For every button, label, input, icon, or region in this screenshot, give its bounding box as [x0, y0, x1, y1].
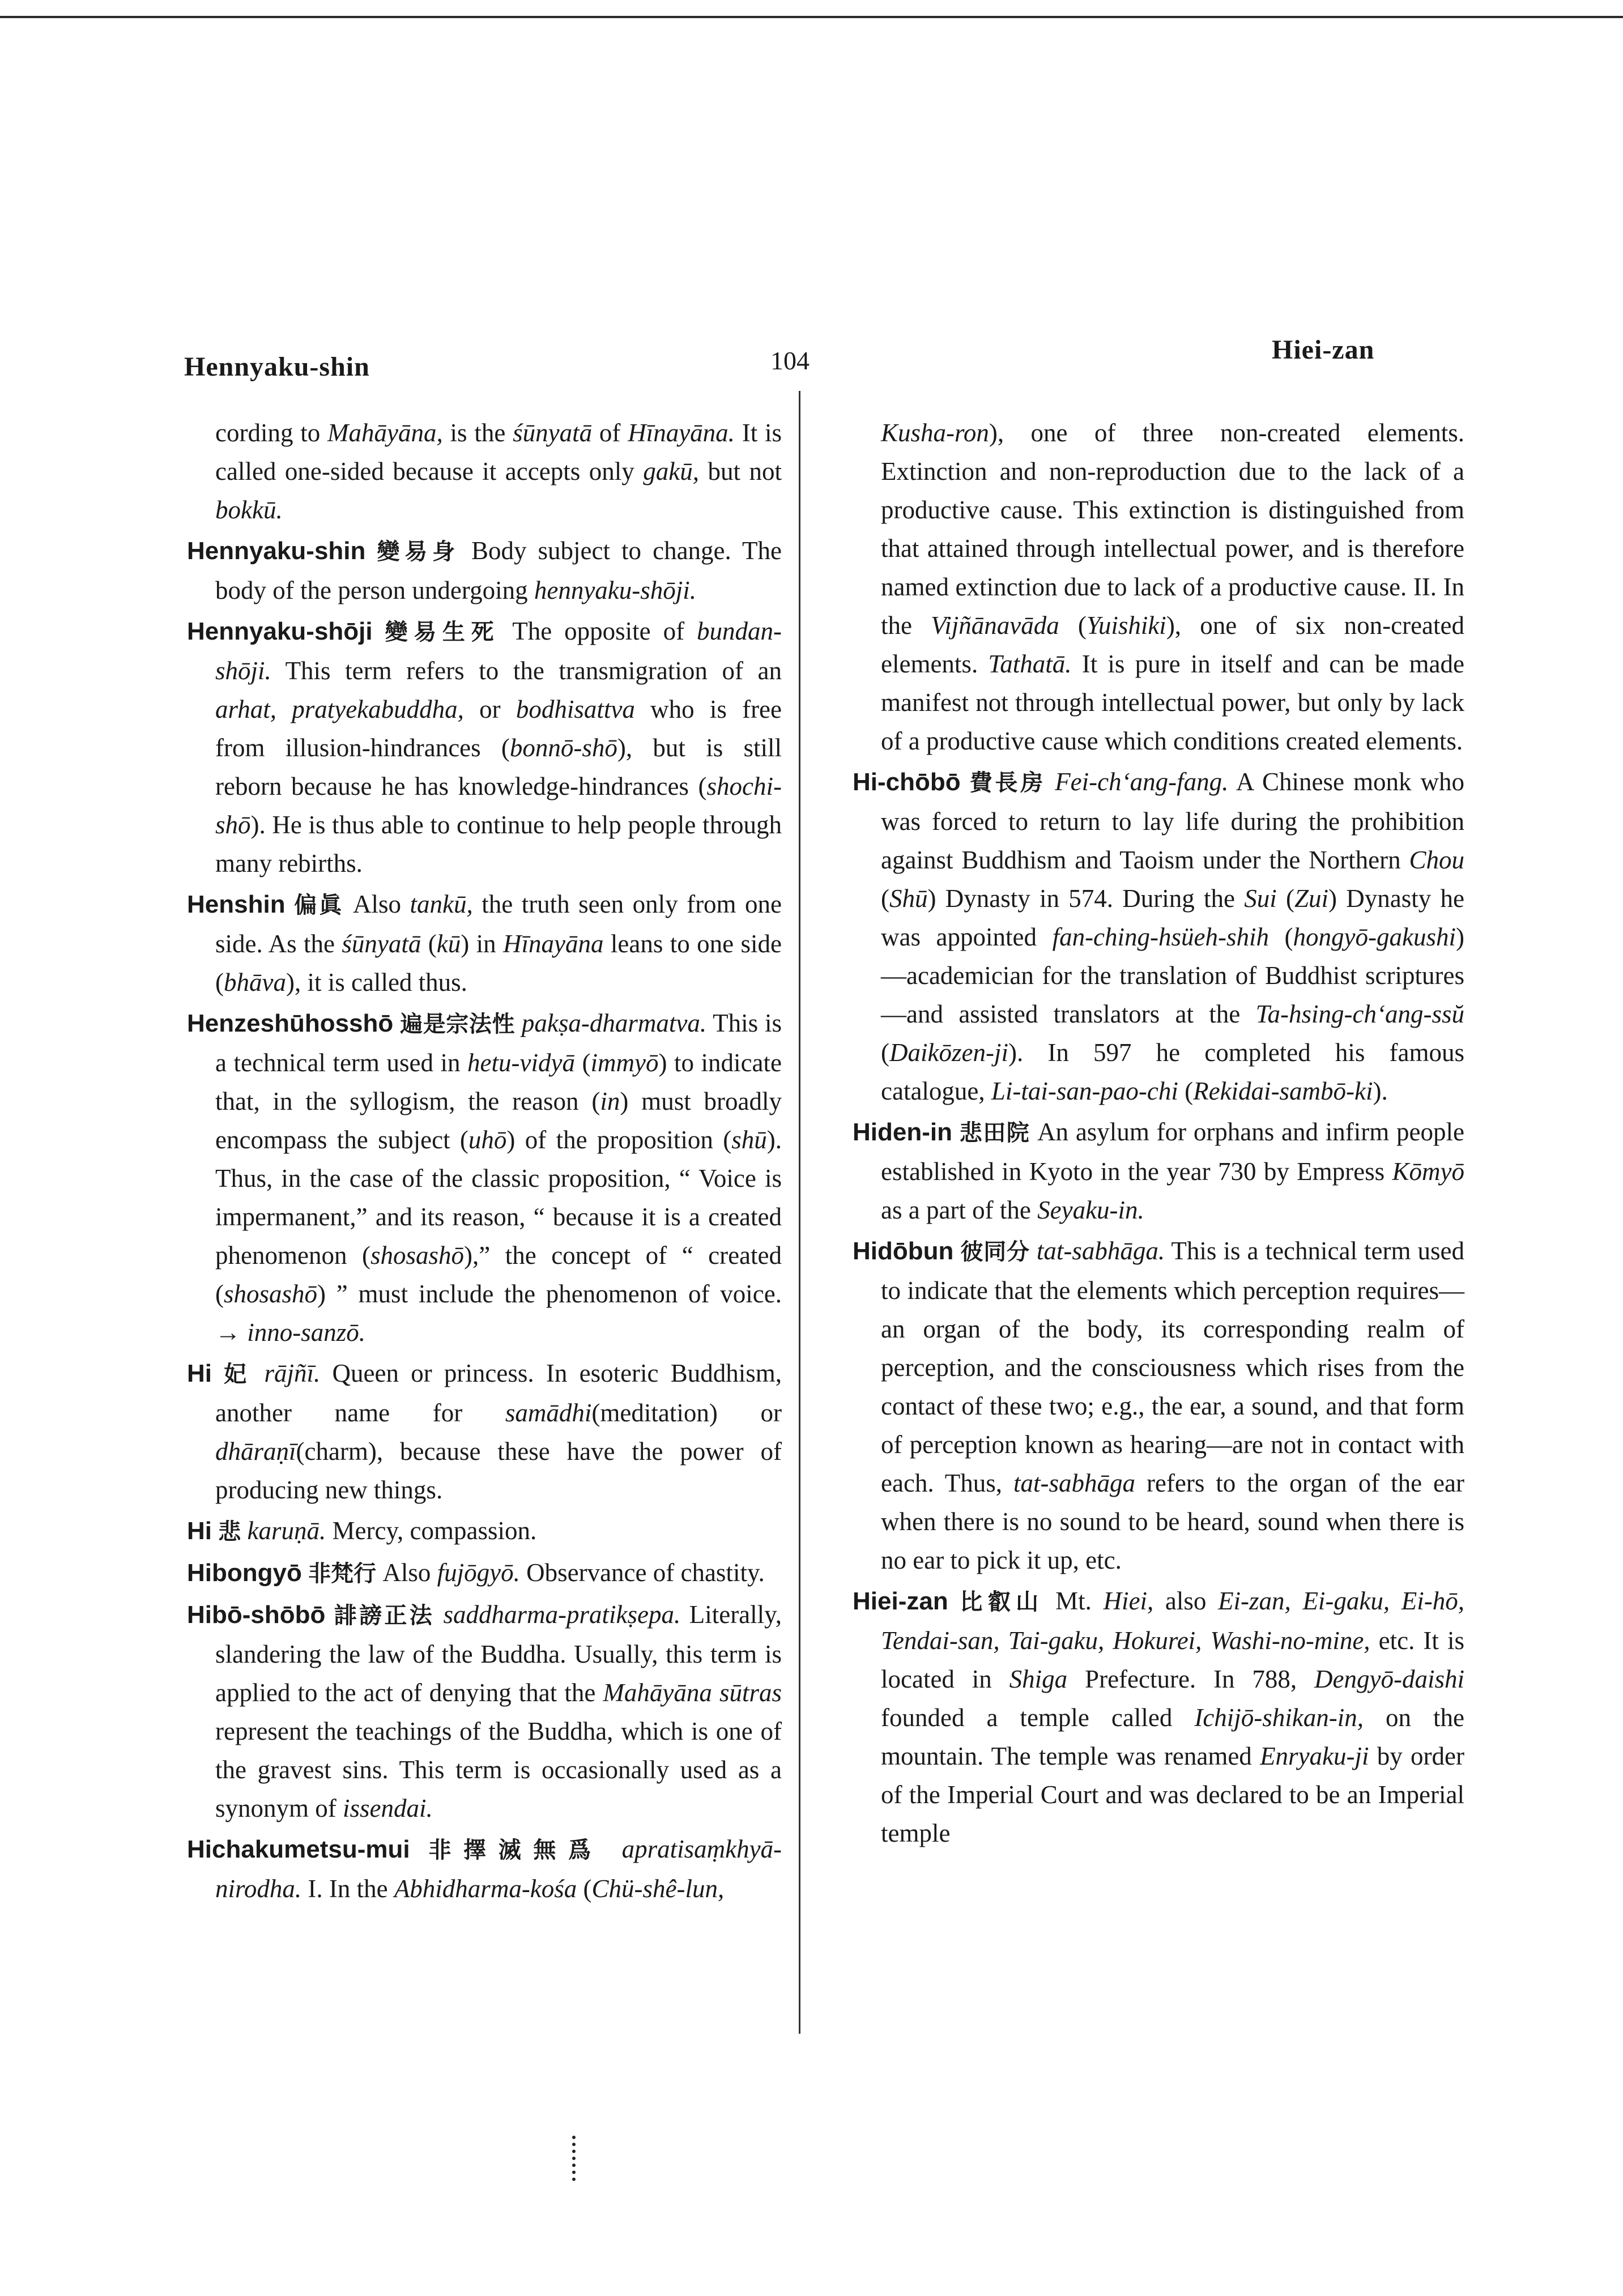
- entry-hi-mercy: Hi 悲 karuṇā. Mercy, compassion.: [187, 1517, 537, 1545]
- kanji: 非梵行: [308, 1561, 377, 1587]
- kanji: 變易生死: [385, 619, 500, 645]
- kanji: 誹謗正法: [334, 1603, 434, 1629]
- left-column: [187, 414, 782, 1910]
- kanji: 變易身: [377, 539, 460, 565]
- headword: Hiden-in: [853, 1118, 952, 1146]
- headword: Hennyaku-shin: [187, 537, 366, 565]
- entry-hiei-zan: Hiei-zan 比叡山 Mt. Hiei, also Ei-zan, Ei-gaku, Ei-hō, Tendai-san, Tai-gaku, Hokurei, Washi-no-mine, etc. It is located in Shiga Prefecture. In 788, Dengyō-daishi founded a temple called Ichijō-shikan-in, on the mountain. The temple was renamed Enryaku-ji by order of the Imperial Court and was declared to be an Imperial temple: [853, 1587, 1464, 1847]
- headword: Hibongyō: [187, 1559, 302, 1587]
- kanji: 妃: [224, 1361, 253, 1387]
- left-running-head: Hennyaku-shin: [184, 352, 370, 382]
- entry-hiden-in: Hiden-in 悲田院 An asylum for orphans and infirm people established in Kyoto in the year 730 by Empress Kōmyō as a part of the Seyaku-in.: [853, 1118, 1464, 1224]
- kanji: 遍是宗法性: [400, 1011, 516, 1037]
- headword: Hi: [187, 1517, 212, 1545]
- kanji: 悲: [218, 1519, 241, 1545]
- headword: Henzeshūhosshō: [187, 1009, 394, 1037]
- headword: Hibō-shōbō: [187, 1601, 326, 1629]
- headword: Hiei-zan: [853, 1587, 948, 1615]
- column-divider: [799, 391, 800, 2034]
- headword: Hennyaku-shōji: [187, 617, 373, 645]
- entry-hi-chobo: Hi-chōbō 費長房 Fei-ch‘ang-fang. A Chinese monk who was forced to return to lay life during the prohibition against Buddhism and Taoism under the Northern Chou (Shū) Dynasty in 574. During the Sui (Zui) Dynasty he was appointed fan-ching-hsüeh-shih (hongyō-gakushi) —academician for the translation of Buddhist scriptures—and assisted translators at the Ta-hsing-ch‘ang-ssŭ (Daikōzen-ji). In 597 he completed his famous catalogue, Li-tai-san-pao-chi (Rekidai-sambō-ki).: [853, 768, 1465, 1105]
- kanji: 偏眞: [294, 892, 344, 918]
- kanji: 比叡山: [960, 1589, 1044, 1615]
- scan-dots-mark: [572, 2136, 579, 2181]
- entry-hibo-shobo: Hibō-shōbō 誹謗正法 saddharma-pratikṣepa. Literally, slandering the law of the Buddha. Usually, this term is applied to the act of denying that the Mahāyāna sūtras represent the teachings of the Buddha, which is one of the gravest sins. This term is occasionally used as a synonym of issendai.: [187, 1600, 782, 1822]
- top-scan-rule: [0, 16, 1623, 18]
- entry-continuation: Kusha-ron), one of three non-created elements. Extinction and non-reproduction due to the lack of a productive cause. This extinction is distinguished from that attained through intellectual power, and is therefore named extinction due to lack of a productive cause. II. In the Vijñānavāda (Yuishiki), one of six non-created elements. Tathatā. It is pure in itself and can be made manifest not through intellectual power, but only by lack of a productive cause which conditions created elements.: [881, 419, 1464, 755]
- entry-hi-queen: Hi 妃 rājñī. Queen or princess. In esoteric Buddhism, another name for samādhi(meditation) or dhāraṇī(charm), because these have the power of producing new things.: [187, 1359, 782, 1504]
- headword: Hi: [187, 1360, 212, 1387]
- entry-hibongyo: Hibongyō 非梵行 Also fujōgyō. Observance of chastity.: [187, 1558, 765, 1587]
- kanji: 費長房: [969, 770, 1046, 796]
- headword: Hi-chōbō: [853, 768, 961, 796]
- headword: Henshin: [187, 891, 286, 918]
- entry-hennyaku-shin: Hennyaku-shin 變易身 Body subject to change. The body of the person undergoing hennyaku-shōji.: [187, 536, 782, 604]
- entry-hichakumetsu-mui: Hichakumetsu-mui 非擇滅無爲 apratisaṃkhyā-nirodha. I. In the Abhidharma-kośa (Chü-shê-lun,: [187, 1835, 782, 1903]
- kanji: 非擇滅無爲: [428, 1837, 603, 1863]
- entry-henzeshuhossho: Henzeshūhosshō 遍是宗法性 pakṣa-dharmatva. This is a technical term used in hetu-vidyā (immyō) to indicate that, in the syllogism, the reason (in) must broadly encompass the subject (uhō) of the proposition (shū). Thus, in the case of the classic proposition, “ Voice is impermanent,” and its reason, “ because it is a created phenomenon (shosashō),” the concept of “ created (shosashō) ” must include the phenomenon of voice. → inno-sanzō.: [187, 1009, 782, 1347]
- headword: Hichakumetsu-mui: [187, 1835, 410, 1863]
- entry-hennyaku-shoji: Hennyaku-shōji 變易生死 The opposite of bundan-shōji. This term refers to the transmigration of an arhat, pratyekabuddha, or bodhisattva who is free from illusion-hindrances (bonnō-shō), but is still reborn because he has knowledge-hindrances (shochi-shō). He is thus able to continue to help people through many rebirths.: [187, 617, 782, 877]
- headword: Hidōbun: [853, 1237, 954, 1265]
- entry-hidobun: Hidōbun 彼同分 tat-sabhāga. This is a technical term used to indicate that the elements which perception requires—an organ of the body, its corresponding realm of perception, and the consciousness which rises from the contact of these two; e.g., the ear, a sound, and that form of perception known as hearing—are not in contact with each. Thus, tat-sabhāga refers to the organ of the ear when there is no sound to be heard, sound when there is no ear to pick it up, etc.: [853, 1237, 1465, 1574]
- entry-continuation: cording to Mahāyāna, is the śūnyatā of Hīnayāna. It is called one-sided because it accepts only gakū, but not bokkū.: [215, 419, 782, 524]
- page-number: 104: [770, 346, 810, 375]
- right-running-head: Hiei-zan: [1272, 335, 1375, 365]
- right-column: [853, 414, 1464, 1855]
- kanji: 彼同分: [960, 1239, 1030, 1265]
- kanji: 悲田院: [959, 1120, 1030, 1146]
- entry-henshin: Henshin 偏眞 Also tankū, the truth seen only from one side. As the śūnyatā (kū) in Hīnayāna leans to one side (bhāva), it is called thus.: [187, 890, 782, 996]
